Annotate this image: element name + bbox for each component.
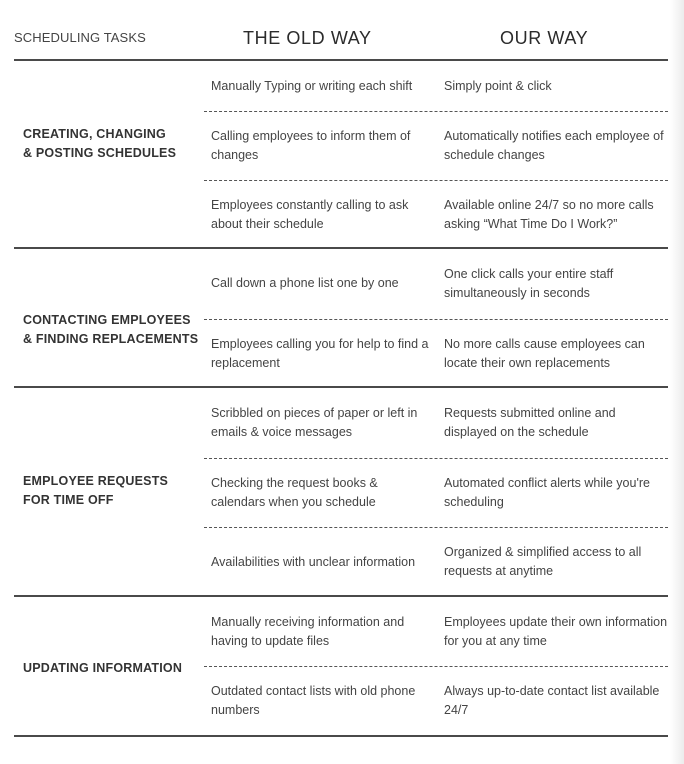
comparison-row: [204, 320, 668, 388]
our-way-cell: Available online 24/7 so no more calls asking “What Time Do I Work?”: [444, 198, 654, 231]
our-way-cell: Requests submitted online and displayed on the schedule: [444, 406, 616, 439]
old-way-cell: Availabilities with unclear information: [211, 555, 416, 569]
our-way-cell: No more calls cause employees can locate their own replacements: [444, 337, 645, 370]
page-edge-shadow: [670, 0, 684, 764]
scheduling-tasks-heading: SCHEDULING TASKS: [14, 30, 146, 45]
section-label: [23, 125, 208, 163]
our-way-heading: OUR WAY: [500, 28, 589, 48]
old-way-heading: THE OLD WAY: [243, 28, 372, 48]
our-way-cell: Always up-to-date contact list available 24/7: [444, 684, 660, 717]
section-updating-information: [14, 595, 668, 737]
section-label-line2: & POSTING SCHEDULES: [23, 146, 177, 160]
section-label-line2: & FINDING REPLACEMENTS: [23, 332, 199, 346]
old-way-cell: Checking the request books & calendars when you schedule: [211, 476, 378, 509]
old-way-cell: Manually Typing or writing each shift: [211, 79, 413, 93]
section-creating-changing-posting: [14, 59, 668, 249]
comparison-row: [204, 597, 668, 667]
comparison-header: [0, 0, 684, 60]
old-way-cell: Manually receiving information and having to update files: [211, 615, 405, 648]
our-way-cell: Automated conflict alerts while you're scheduling: [444, 476, 650, 509]
section-employee-requests: [14, 386, 668, 597]
comparison-row: [204, 61, 668, 112]
section-label-line2: FOR TIME OFF: [23, 493, 114, 507]
comparison-row: [204, 112, 668, 181]
section-contacting-employees: [14, 247, 668, 388]
our-way-cell: One click calls your entire staff simultaneously in seconds: [444, 267, 614, 300]
comparison-row: [204, 459, 668, 528]
section-label-line1: EMPLOYEE REQUESTS: [23, 474, 169, 488]
comparison-row: [204, 388, 668, 459]
old-way-cell: Employees constantly calling to ask about their schedule: [211, 198, 409, 231]
old-way-cell: Calling employees to inform them of changes: [211, 129, 411, 162]
our-way-cell: Employees update their own information for you at any time: [444, 615, 668, 648]
section-label: [23, 311, 208, 349]
our-way-cell: Automatically notifies each employee of schedule changes: [444, 129, 664, 162]
section-label: [23, 472, 208, 510]
old-way-cell: Employees calling you for help to find a replacement: [211, 337, 429, 370]
comparison-row: [204, 667, 668, 735]
old-way-cell: Outdated contact lists with old phone numbers: [211, 684, 416, 717]
section-label-line1: CREATING, CHANGING: [23, 127, 166, 141]
section-label: [23, 659, 208, 678]
section-label-line1: CONTACTING EMPLOYEES: [23, 313, 191, 327]
section-label-line1: UPDATING INFORMATION: [23, 661, 183, 675]
old-way-cell: Scribbled on pieces of paper or left in emails & voice messages: [211, 406, 418, 439]
old-way-cell: Call down a phone list one by one: [211, 276, 399, 290]
comparison-row: [204, 528, 668, 597]
comparison-row: [204, 181, 668, 249]
our-way-cell: Organized & simplified access to all requests at anytime: [444, 545, 642, 578]
comparison-row: [204, 249, 668, 320]
our-way-cell: Simply point & click: [444, 79, 552, 93]
